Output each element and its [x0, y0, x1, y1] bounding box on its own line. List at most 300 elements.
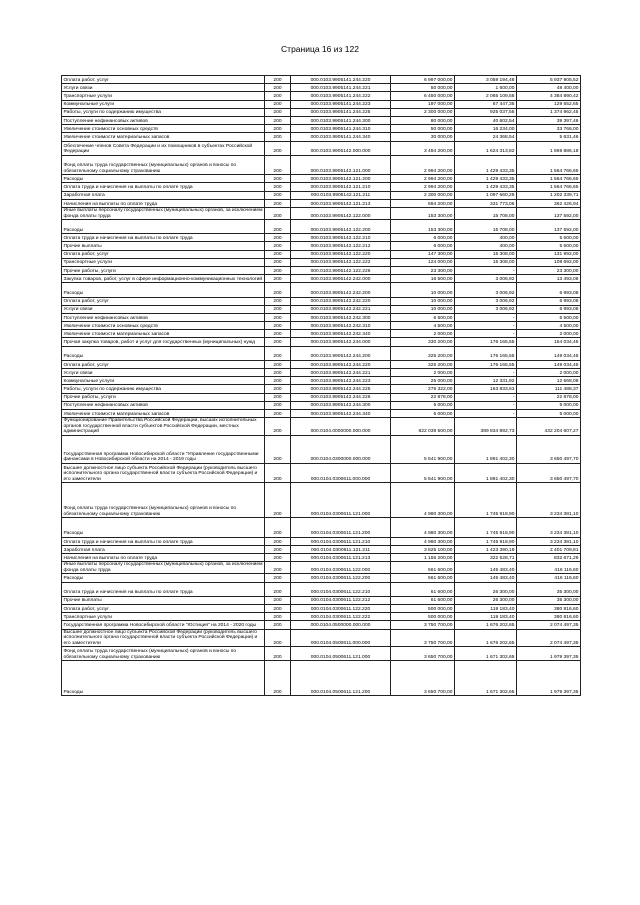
- table-row: [62, 258, 581, 266]
- row-name: Расходы: [62, 175, 265, 183]
- row-kbk-code: 000.0103.9905142.244.340: [291, 409, 391, 417]
- row-code: 200: [265, 330, 291, 338]
- row-code: 200: [265, 242, 291, 250]
- row-name: Коммунальные услуги: [62, 377, 265, 385]
- row-kbk-code: 000.0104.0300611.122.222: [291, 613, 391, 621]
- row-remaining-amount: 1 979 397,35: [517, 661, 581, 696]
- row-approved-amount: 325 200,00: [391, 346, 455, 360]
- row-remaining-amount: 22 878,00: [517, 393, 581, 401]
- row-remaining-amount: 1 374 962,45: [517, 108, 581, 116]
- row-remaining-amount: 6 993,08: [517, 297, 581, 305]
- row-approved-amount: 124 000,00: [391, 258, 455, 266]
- row-remaining-amount: 832 671,29: [517, 554, 581, 562]
- row-name: Начисления на выплаты по оплате труда: [62, 199, 265, 207]
- row-code: 200: [265, 125, 291, 133]
- budget-table-body: [62, 76, 581, 696]
- row-code: 200: [265, 250, 291, 258]
- row-executed-amount: -: [455, 393, 517, 401]
- row-kbk-code: 000.0103.9905142.242.300: [291, 313, 391, 321]
- row-kbk-code: 000.0103.9905142.122.212: [291, 242, 391, 250]
- row-executed-amount: 1 600,00: [455, 84, 517, 92]
- row-kbk-code: 000.0104.0500611.121.000: [291, 647, 391, 661]
- row-executed-amount: 2 065 109,58: [455, 92, 517, 100]
- table-row: [62, 435, 581, 463]
- row-name: Поступление нефинансовых активов: [62, 401, 265, 409]
- row-remaining-amount: 2 074 497,35: [517, 621, 581, 629]
- row-approved-amount: 2 000,00: [391, 330, 455, 338]
- table-row: [62, 155, 581, 175]
- row-remaining-amount: 39 397,46: [517, 116, 581, 124]
- table-row: [62, 463, 581, 483]
- row-code: 200: [265, 596, 291, 604]
- row-code: 200: [265, 220, 291, 234]
- row-executed-amount: 67 447,35: [455, 100, 517, 108]
- row-remaining-amount: 4 384 890,42: [517, 92, 581, 100]
- row-code: 200: [265, 266, 291, 274]
- row-name: Увеличение стоимости материальных запасов: [62, 409, 265, 417]
- table-row: [62, 621, 581, 629]
- row-name: Высшее должностное лицо субъекта Российской Федерации (руководитель высшего исполнительного органа государственной власти субъекта Российской Федерации) и его заместители: [62, 463, 265, 483]
- row-kbk-code: 000.0103.9905141.244.222: [291, 92, 391, 100]
- table-row: [62, 275, 581, 283]
- table-row: [62, 546, 581, 554]
- row-kbk-code: 000.0104.0300611.122.212: [291, 596, 391, 604]
- table-row: [62, 199, 581, 207]
- row-code: 200: [265, 191, 291, 199]
- row-code: 200: [265, 647, 291, 661]
- row-name: Расходы: [62, 283, 265, 297]
- row-kbk-code: 000.0103.9905142.122.222: [291, 258, 391, 266]
- row-kbk-code: 000.0103.9905142.244.220: [291, 360, 391, 368]
- row-kbk-code: 000.0103.9905142.121.210: [291, 183, 391, 191]
- row-approved-amount: 325 200,00: [391, 360, 455, 368]
- row-approved-amount: 2 994 200,00: [391, 175, 455, 183]
- row-executed-amount: 3 006,92: [455, 297, 517, 305]
- row-executed-amount: 331 773,06: [455, 199, 517, 207]
- row-remaining-amount: 137 592,00: [517, 220, 581, 234]
- table-row: [62, 84, 581, 92]
- table-row: [62, 175, 581, 183]
- table-row: [62, 604, 581, 612]
- row-remaining-amount: 111 488,37: [517, 385, 581, 393]
- row-executed-amount: 1 429 433,35: [455, 183, 517, 191]
- row-executed-amount: 145 483,40: [455, 562, 517, 574]
- row-kbk-code: 000.0103.9905142.242.200: [291, 283, 391, 297]
- row-name: Фонд оплаты труда государственных (муниципальных) органов и взносы по обязательному социальному страхованию: [62, 155, 265, 175]
- row-kbk-code: 000.0103.9905142.244.221: [291, 369, 391, 377]
- row-name: Закупка товаров, работ, услуг в сфере информационно-коммуникационных технологий: [62, 275, 265, 283]
- row-code: 200: [265, 377, 291, 385]
- row-approved-amount: 61 600,00: [391, 582, 455, 596]
- row-executed-amount: 1 891 402,30: [455, 463, 517, 483]
- row-remaining-amount: 5 631,46: [517, 133, 581, 141]
- row-remaining-amount: 149 034,45: [517, 360, 581, 368]
- row-code: 200: [265, 435, 291, 463]
- row-remaining-amount: 48 400,00: [517, 84, 581, 92]
- table-row: [62, 338, 581, 346]
- row-remaining-amount: 416 116,60: [517, 562, 581, 574]
- table-row: [62, 518, 581, 538]
- row-remaining-amount: 13 493,08: [517, 275, 581, 283]
- row-code: 200: [265, 133, 291, 141]
- table-row: [62, 582, 581, 596]
- table-row: [62, 305, 581, 313]
- table-row: [62, 133, 581, 141]
- page-header: Страница 16 из 122: [281, 44, 359, 54]
- row-kbk-code: 000.0104.0300611.121.000: [291, 483, 391, 518]
- row-approved-amount: 153 300,00: [391, 220, 455, 234]
- row-code: 200: [265, 234, 291, 242]
- row-name: Коммунальные услуги: [62, 100, 265, 108]
- row-kbk-code: 000.0103.9905142.244.300: [291, 401, 391, 409]
- table-row: [62, 629, 581, 647]
- row-kbk-code: 000.0104.0000000.000.000: [291, 418, 391, 436]
- row-code: 200: [265, 518, 291, 538]
- row-kbk-code: 000.0103.9905142.244.225: [291, 385, 391, 393]
- row-code: 200: [265, 175, 291, 183]
- row-executed-amount: 1 097 660,29: [455, 191, 517, 199]
- row-executed-amount: 176 165,55: [455, 346, 517, 360]
- row-name: Увеличение стоимости основных средств: [62, 322, 265, 330]
- row-approved-amount: 80 000,00: [391, 116, 455, 124]
- row-kbk-code: 000.0103.9905142.121.000: [291, 155, 391, 175]
- table-row: [62, 346, 581, 360]
- row-name: Оплата работ, услуг: [62, 250, 265, 258]
- table-row: [62, 116, 581, 124]
- row-code: 200: [265, 463, 291, 483]
- row-approved-amount: 6 500,00: [391, 313, 455, 321]
- table-row: [62, 313, 581, 321]
- table-row: [62, 360, 581, 368]
- table-row: [62, 647, 581, 661]
- row-kbk-code: 000.0103.9905142.121.200: [291, 175, 391, 183]
- table-row: [62, 596, 581, 604]
- row-code: 200: [265, 84, 291, 92]
- row-code: 200: [265, 629, 291, 647]
- row-code: 200: [265, 574, 291, 582]
- row-name: Увеличение стоимости основных средств: [62, 125, 265, 133]
- row-code: 200: [265, 76, 291, 84]
- row-name: Расходы: [62, 661, 265, 696]
- row-executed-amount: 119 183,40: [455, 613, 517, 621]
- row-code: 200: [265, 346, 291, 360]
- row-approved-amount: 22 878,00: [391, 393, 455, 401]
- table-row: [62, 369, 581, 377]
- row-executed-amount: -: [455, 313, 517, 321]
- table-row: [62, 409, 581, 417]
- row-name: Функционирование Правительства Российской Федерации, высших исполнительных органов государственной власти субъектов Российской Федерации, местных администраций: [62, 418, 265, 436]
- row-approved-amount: 10 000,00: [391, 297, 455, 305]
- table-row: [62, 554, 581, 562]
- row-remaining-amount: 5 000,00: [517, 401, 581, 409]
- row-name: Расходы: [62, 518, 265, 538]
- row-name: Прочие выплаты: [62, 242, 265, 250]
- row-kbk-code: 000.0104.0500000.000.000: [291, 621, 391, 629]
- row-name: Оплата работ, услуг: [62, 76, 265, 84]
- row-code: 200: [265, 393, 291, 401]
- row-approved-amount: 2 994 200,00: [391, 155, 455, 175]
- row-approved-amount: 5 000,00: [391, 401, 455, 409]
- row-approved-amount: 275 322,00: [391, 385, 455, 393]
- row-approved-amount: 2 994 200,00: [391, 183, 455, 191]
- row-approved-amount: 5 541 900,00: [391, 435, 455, 463]
- row-remaining-amount: 6 993,08: [517, 283, 581, 297]
- row-executed-amount: 26 300,00: [455, 582, 517, 596]
- row-code: 200: [265, 554, 291, 562]
- row-approved-amount: 2 300 000,00: [391, 191, 455, 199]
- row-executed-amount: 1 423 390,19: [455, 546, 517, 554]
- row-approved-amount: 561 600,00: [391, 562, 455, 574]
- row-kbk-code: 000.0104.0300611.122.200: [291, 574, 391, 582]
- row-name: Увеличение стоимости материальных запасов: [62, 330, 265, 338]
- row-kbk-code: 000.0103.9905141.244.340: [291, 133, 391, 141]
- row-kbk-code: 000.0103.9905142.122.226: [291, 266, 391, 274]
- row-executed-amount: 1 671 302,65: [455, 647, 517, 661]
- row-kbk-code: 000.0103.9905141.244.221: [291, 84, 391, 92]
- row-code: 200: [265, 546, 291, 554]
- row-code: 200: [265, 313, 291, 321]
- row-executed-amount: 163 833,63: [455, 385, 517, 393]
- row-kbk-code: 000.0103.9905142.244.223: [291, 377, 391, 385]
- row-kbk-code: 000.0103.9905142.244.200: [291, 346, 391, 360]
- row-remaining-amount: 12 668,08: [517, 377, 581, 385]
- table-row: [62, 537, 581, 545]
- row-approved-amount: 3 650 700,00: [391, 661, 455, 696]
- row-code: 200: [265, 604, 291, 612]
- row-remaining-amount: 5 600,00: [517, 234, 581, 242]
- row-executed-amount: 15 708,00: [455, 208, 517, 220]
- row-kbk-code: 000.0103.9905141.244.223: [291, 100, 391, 108]
- table-row: [62, 108, 581, 116]
- table-row: [62, 613, 581, 621]
- row-kbk-code: 000.0104.0300611.121.200: [291, 518, 391, 538]
- row-kbk-code: 000.0103.9905141.244.310: [291, 125, 391, 133]
- row-executed-amount: 1 745 918,90: [455, 518, 517, 538]
- table-row: [62, 220, 581, 234]
- row-approved-amount: 6 000,00: [391, 234, 455, 242]
- row-approved-amount: 147 300,00: [391, 250, 455, 258]
- row-remaining-amount: 129 552,65: [517, 100, 581, 108]
- row-code: 200: [265, 385, 291, 393]
- row-name: Начисления на выплаты по оплате труда: [62, 554, 265, 562]
- row-code: 200: [265, 582, 291, 596]
- row-executed-amount: -: [455, 330, 517, 338]
- row-remaining-amount: 1 979 397,35: [517, 647, 581, 661]
- row-name: Услуги связи: [62, 305, 265, 313]
- table-row: [62, 242, 581, 250]
- row-kbk-code: 000.0103.9905142.000.000: [291, 141, 391, 155]
- row-remaining-amount: 5 937 905,52: [517, 76, 581, 84]
- row-kbk-code: 000.0103.9905141.244.300: [291, 116, 391, 124]
- row-name: Расходы: [62, 220, 265, 234]
- row-code: 200: [265, 155, 291, 175]
- row-approved-amount: 10 000,00: [391, 305, 455, 313]
- row-executed-amount: 12 331,92: [455, 377, 517, 385]
- row-code: 200: [265, 141, 291, 155]
- row-approved-amount: 500 000,00: [391, 613, 455, 621]
- table-row: [62, 418, 581, 436]
- row-remaining-amount: 149 034,45: [517, 346, 581, 360]
- row-kbk-code: 000.0103.9905142.242.310: [291, 322, 391, 330]
- row-remaining-amount: 432 204 607,27: [517, 418, 581, 436]
- row-name: Оплата труда и начисления на выплаты по оплате труда: [62, 234, 265, 242]
- table-row: [62, 92, 581, 100]
- row-kbk-code: 000.0104.0300611.122.220: [291, 604, 391, 612]
- row-approved-amount: 1 155 200,00: [391, 554, 455, 562]
- row-approved-amount: 330 200,00: [391, 338, 455, 346]
- row-approved-amount: 61 600,00: [391, 596, 455, 604]
- row-executed-amount: 1 891 402,30: [455, 435, 517, 463]
- row-executed-amount: 3 006,92: [455, 275, 517, 283]
- row-executed-amount: 1 745 918,90: [455, 537, 517, 545]
- row-name: Государственная программа Новосибирской области "Юстиция" на 2014 - 2020 годы: [62, 621, 265, 629]
- table-row: [62, 141, 581, 155]
- row-approved-amount: 153 300,00: [391, 208, 455, 220]
- row-executed-amount: 3 006,92: [455, 305, 517, 313]
- row-remaining-amount: 6 500,00: [517, 313, 581, 321]
- row-remaining-amount: 23 300,00: [517, 266, 581, 274]
- row-executed-amount: 1 429 433,35: [455, 155, 517, 175]
- row-kbk-code: 000.0104.0300000.000.000: [291, 435, 391, 463]
- row-code: 200: [265, 483, 291, 518]
- row-remaining-amount: 6 993,08: [517, 305, 581, 313]
- row-kbk-code: 000.0104.0300611.121.213: [291, 554, 391, 562]
- row-code: 200: [265, 108, 291, 116]
- row-executed-amount: 1 676 202,65: [455, 621, 517, 629]
- row-remaining-amount: 35 300,00: [517, 582, 581, 596]
- row-kbk-code: 000.0103.9905141.244.220: [291, 76, 391, 84]
- table-row: [62, 401, 581, 409]
- row-kbk-code: 000.0103.9905142.122.000: [291, 208, 391, 220]
- row-name: Прочая закупка товаров, работ и услуг для государственных (муниципальных) нужд: [62, 338, 265, 346]
- row-code: 200: [265, 613, 291, 621]
- row-name: Высшее должностное лицо субъекта Российской Федерации (руководитель высшего исполнительного органа государственной власти субъекта Российской Федерации) и его заместители: [62, 629, 265, 647]
- row-remaining-amount: 380 816,60: [517, 604, 581, 612]
- row-remaining-amount: 380 816,60: [517, 613, 581, 621]
- row-executed-amount: 40 602,54: [455, 116, 517, 124]
- table-row: [62, 330, 581, 338]
- row-name: Расходы: [62, 574, 265, 582]
- table-row: [62, 76, 581, 84]
- row-code: 200: [265, 305, 291, 313]
- row-code: 200: [265, 562, 291, 574]
- row-name: Фонд оплаты труда государственных (муниципальных) органов и взносы по обязательному социальному страхованию: [62, 647, 265, 661]
- row-approved-amount: 561 600,00: [391, 574, 455, 582]
- table-row: [62, 393, 581, 401]
- row-code: 200: [265, 661, 291, 696]
- row-approved-amount: 16 500,00: [391, 275, 455, 283]
- row-code: 200: [265, 208, 291, 220]
- row-approved-amount: 4 980 300,00: [391, 518, 455, 538]
- row-executed-amount: 389 834 892,73: [455, 418, 517, 436]
- row-approved-amount: 4 980 300,00: [391, 537, 455, 545]
- table-row: [62, 191, 581, 199]
- row-executed-amount: 3 006,92: [455, 283, 517, 297]
- row-code: 200: [265, 258, 291, 266]
- row-name: Расходы: [62, 346, 265, 360]
- table-row: [62, 661, 581, 696]
- row-name: Работы, услуги по содержанию имущества: [62, 385, 265, 393]
- row-remaining-amount: 3 650 497,70: [517, 435, 581, 463]
- row-executed-amount: -: [455, 401, 517, 409]
- row-name: Оплата труда и начисления на выплаты по оплате труда: [62, 183, 265, 191]
- row-name: Оплата работ, услуг: [62, 604, 265, 612]
- row-approved-amount: 3 750 700,00: [391, 629, 455, 647]
- row-kbk-code: 000.0104.0300611.000.000: [291, 463, 391, 483]
- row-executed-amount: 322 528,71: [455, 554, 517, 562]
- row-approved-amount: 822 039 500,00: [391, 418, 455, 436]
- row-name: Поступление нефинансовых активов: [62, 116, 265, 124]
- table-row: [62, 322, 581, 330]
- row-executed-amount: 400,00: [455, 234, 517, 242]
- row-name: Увеличение стоимости материальных запасов: [62, 133, 265, 141]
- row-approved-amount: 23 300,00: [391, 266, 455, 274]
- row-name: Фонд оплаты труда государственных (муниципальных) органов и взносы по обязательному социальному страхованию: [62, 483, 265, 518]
- row-approved-amount: 3 494 200,00: [391, 141, 455, 155]
- row-approved-amount: 4 500,00: [391, 322, 455, 330]
- row-code: 200: [265, 537, 291, 545]
- row-kbk-code: 000.0103.9905142.242.220: [291, 297, 391, 305]
- row-remaining-amount: 5 600,00: [517, 242, 581, 250]
- row-executed-amount: 1 745 918,90: [455, 483, 517, 518]
- row-approved-amount: 3 650 700,00: [391, 647, 455, 661]
- row-code: 200: [265, 418, 291, 436]
- table-row: [62, 234, 581, 242]
- row-name: Государственная программа Новосибирской области "Управление государственными финансами в Новосибирской области на 2014 - 2019 годы: [62, 435, 265, 463]
- row-code: 200: [265, 92, 291, 100]
- row-kbk-code: 000.0103.9905142.244.226: [291, 393, 391, 401]
- row-kbk-code: 000.0103.9905142.121.213: [291, 199, 391, 207]
- row-approved-amount: 10 000,00: [391, 283, 455, 297]
- row-remaining-amount: 1 869 886,18: [517, 141, 581, 155]
- table-row: [62, 377, 581, 385]
- row-approved-amount: 50 000,00: [391, 84, 455, 92]
- row-remaining-amount: 3 234 381,10: [517, 537, 581, 545]
- row-executed-amount: 176 165,55: [455, 360, 517, 368]
- row-name: Прочие работы, услуги: [62, 266, 265, 274]
- row-name: Заработная плата: [62, 546, 265, 554]
- row-executed-amount: 15 708,00: [455, 220, 517, 234]
- row-executed-amount: 1 671 302,65: [455, 661, 517, 696]
- row-executed-amount: 119 183,40: [455, 604, 517, 612]
- row-executed-amount: -: [455, 409, 517, 417]
- row-code: 200: [265, 283, 291, 297]
- row-approved-amount: 6 000,00: [391, 242, 455, 250]
- row-kbk-code: 000.0104.0300611.122.210: [291, 582, 391, 596]
- row-name: Оплата труда и начисления на выплаты по оплате труда: [62, 582, 265, 596]
- row-code: 200: [265, 322, 291, 330]
- row-approved-amount: 2 300 000,00: [391, 108, 455, 116]
- row-executed-amount: 26 300,00: [455, 596, 517, 604]
- row-kbk-code: 000.0103.9905141.244.225: [291, 108, 391, 116]
- row-remaining-amount: 362 426,94: [517, 199, 581, 207]
- table-row: [62, 574, 581, 582]
- row-name: Оплата работ, услуг: [62, 297, 265, 305]
- row-executed-amount: -: [455, 369, 517, 377]
- row-kbk-code: 000.0104.0500611.000.000: [291, 629, 391, 647]
- row-name: Иные выплаты персоналу государственных (муниципальных) органов, за исключением фонда оплаты труда: [62, 562, 265, 574]
- row-name: Услуги связи: [62, 369, 265, 377]
- row-code: 200: [265, 360, 291, 368]
- row-executed-amount: 1 624 313,82: [455, 141, 517, 155]
- row-approved-amount: 4 980 300,00: [391, 483, 455, 518]
- row-code: 200: [265, 338, 291, 346]
- row-approved-amount: 25 000,00: [391, 377, 455, 385]
- row-approved-amount: 3 750 700,00: [391, 621, 455, 629]
- row-name: Обеспечение членов Совета Федерации и их помощников в субъектах Российской Федерации: [62, 141, 265, 155]
- row-code: 200: [265, 183, 291, 191]
- row-remaining-amount: 154 034,45: [517, 338, 581, 346]
